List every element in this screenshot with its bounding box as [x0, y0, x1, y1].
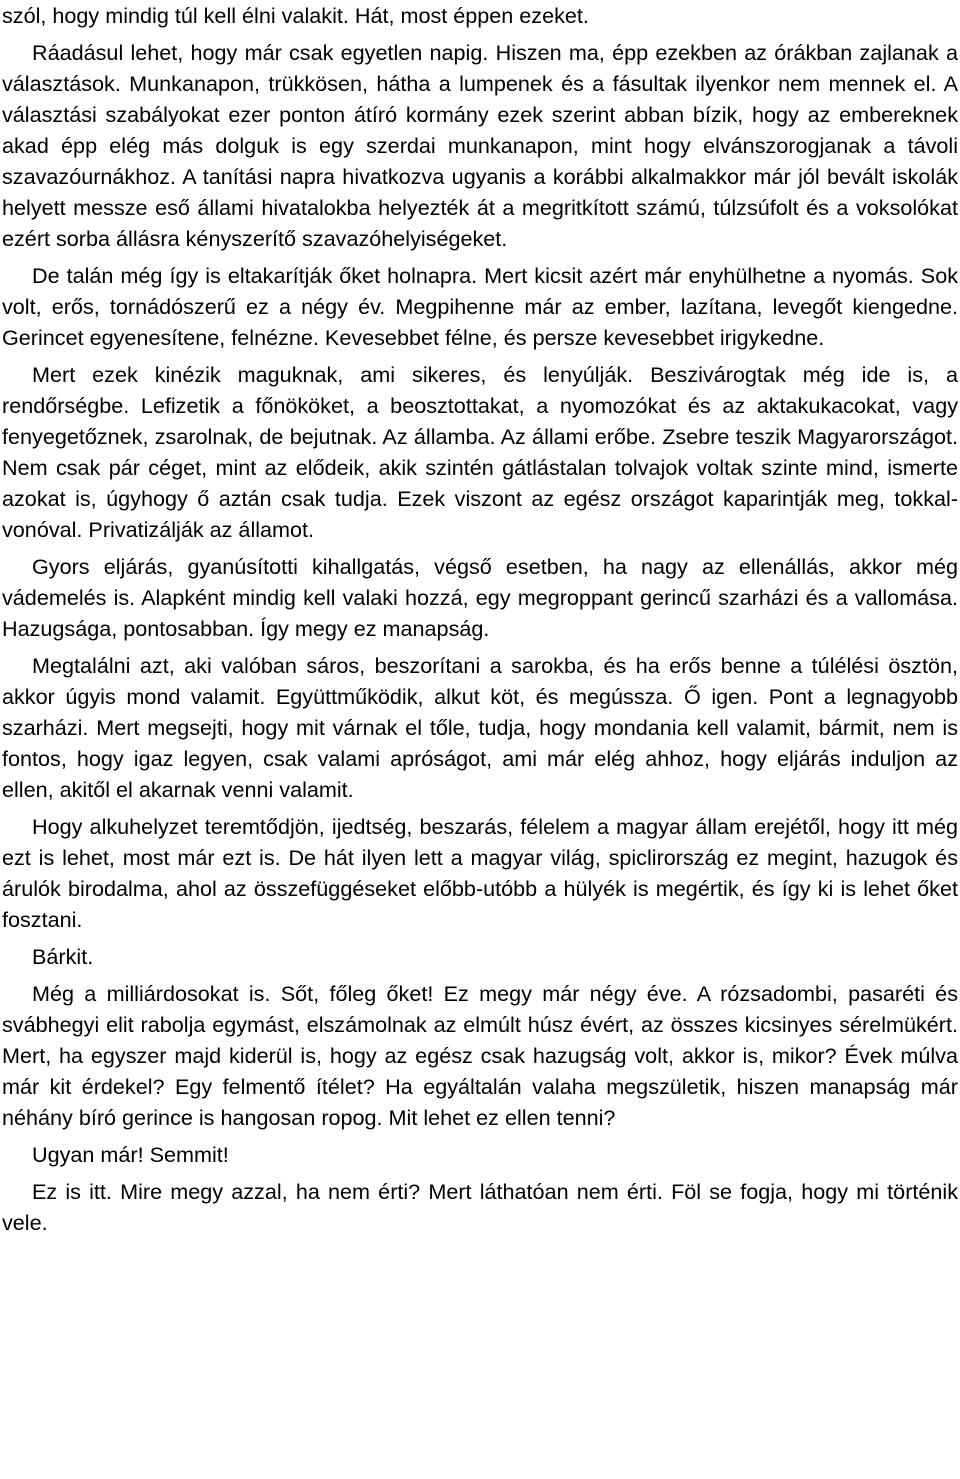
paragraph-6: Megtalálni azt, aki valóban sáros, beszorítani a sarokba, és ha erős benne a túlélési ösztön, akkor úgyis mond valamit. Együttműködik, alkut köt, és megússza. Ő igen. Pont a legnagyobb szarházi. Mert megsejti, hogy mit várnak el tőle, tudja, hogy mondania kell valamit, bármit, nem is fontos, hogy igaz legyen, csak valami apróságot, ami már elég ahhoz, hogy eljárás induljon az ellen, akitől el akarnak venni valamit. — [2, 653, 958, 802]
paragraph-4: Mert ezek kinézik maguknak, ami sikeres, és lenyúlják. Beszivárogtak még ide is, a rendőrségbe. Lefizetik a főnököket, a beosztottakat, a nyomozókat és az aktakukacokat, vagy fenyegetőznek, zsarolnak, de bejutnak. Az államba. Az állami erőbe. Zsebre teszik Magyarországot. Nem csak pár céget, mint az elődeik, akik szintén gátlástalan tolvajok voltak szinte mind, ismerte azokat is, úgyhogy ő aztán csak tudja. Ezek viszont az egész országot kaparintják meg, tokkal-vonóval. Privatizálják az államot. — [2, 362, 958, 542]
paragraph-3: De talán még így is eltakarítják őket holnapra. Mert kicsit azért már enyhülhetne a nyomás. Sok volt, erős, tornádószerű ez a négy év. Megpihenne már az ember, lazítana, levegőt kiengedne. Gerincet egyenesítene, felnézne. Kevesebbet félne, és persze kevesebbet irigykedne. — [2, 263, 958, 350]
paragraph-1: szól, hogy mindig túl kell élni valakit. Hát, most éppen ezeket. — [2, 3, 589, 28]
paragraph-5: Gyors eljárás, gyanúsítotti kihallgatás, végső esetben, ha nagy az ellenállás, akkor még vádemelés is. Alapként mindig kell valaki hozzá, egy megroppant gerincű szarházi és a vallomása. Hazugsága, pontosabban. Így megy ez manapság. — [2, 554, 958, 641]
paragraph-2: Ráadásul lehet, hogy már csak egyetlen napig. Hiszen ma, épp ezekben az órákban zajlanak a választások. Munkanapon, trükkösen, hátha a lumpenek és a fásultak ilyenkor nem mennek el. A választási szabályokat ezer ponton átíró kormány ezek szerint abban bízik, hogy az embereknek akad épp elég más dolguk is egy szerdai munkanapon, mint hogy elvánszorogjanak a távoli szavazóurnákhoz. A tanítási napra hivatkozva ugyanis a korábbi alkalmakkor már jól bevált iskolák helyett messze eső állami hivatalokba helyezték át a megritkított számú, túlzsúfolt és a voksolókat ezért sorba állásra kényszerítő szavazóhelyiségeket. — [2, 40, 958, 251]
paragraph-9: Még a milliárdosokat is. Sőt, főleg őket! Ez megy már négy éve. A rózsadombi, pasaréti és svábhegyi elit rabolja egymást, elszámolnak az elmúlt húsz évért, az összes kicsinyes sérelmükért. Mert, ha egyszer majd kiderül is, hogy az egész csak hazugság volt, akkor is, mikor? Évek múlva már kit érdekel? Egy felmentő ítélet? Ha egyáltalán valaha megszületik, hiszen manapság már néhány bíró gerince is hangosan ropog. Mit lehet ez ellen tenni? — [2, 981, 958, 1130]
paragraph-8: Bárkit. — [32, 944, 94, 969]
paragraph-7: Hogy alkuhelyzet teremtődjön, ijedtség, beszarás, félelem a magyar állam erejétől, hogy itt még ezt is lehet, most már ezt is. De hát ilyen lett a magyar világ, spiclirország ez megint, hazugok és árulók birodalma, ahol az összefüggéseket előbb-utóbb a hülyék is megértik, és így ki is lehet őket fosztani. — [2, 814, 958, 932]
paragraph-10: Ugyan már! Semmit! — [32, 1142, 229, 1167]
paragraph-11: Ez is itt. Mire megy azzal, ha nem érti? Mert láthatóan nem érti. Föl se fogja, hogy mi történik vele. — [2, 1179, 958, 1235]
